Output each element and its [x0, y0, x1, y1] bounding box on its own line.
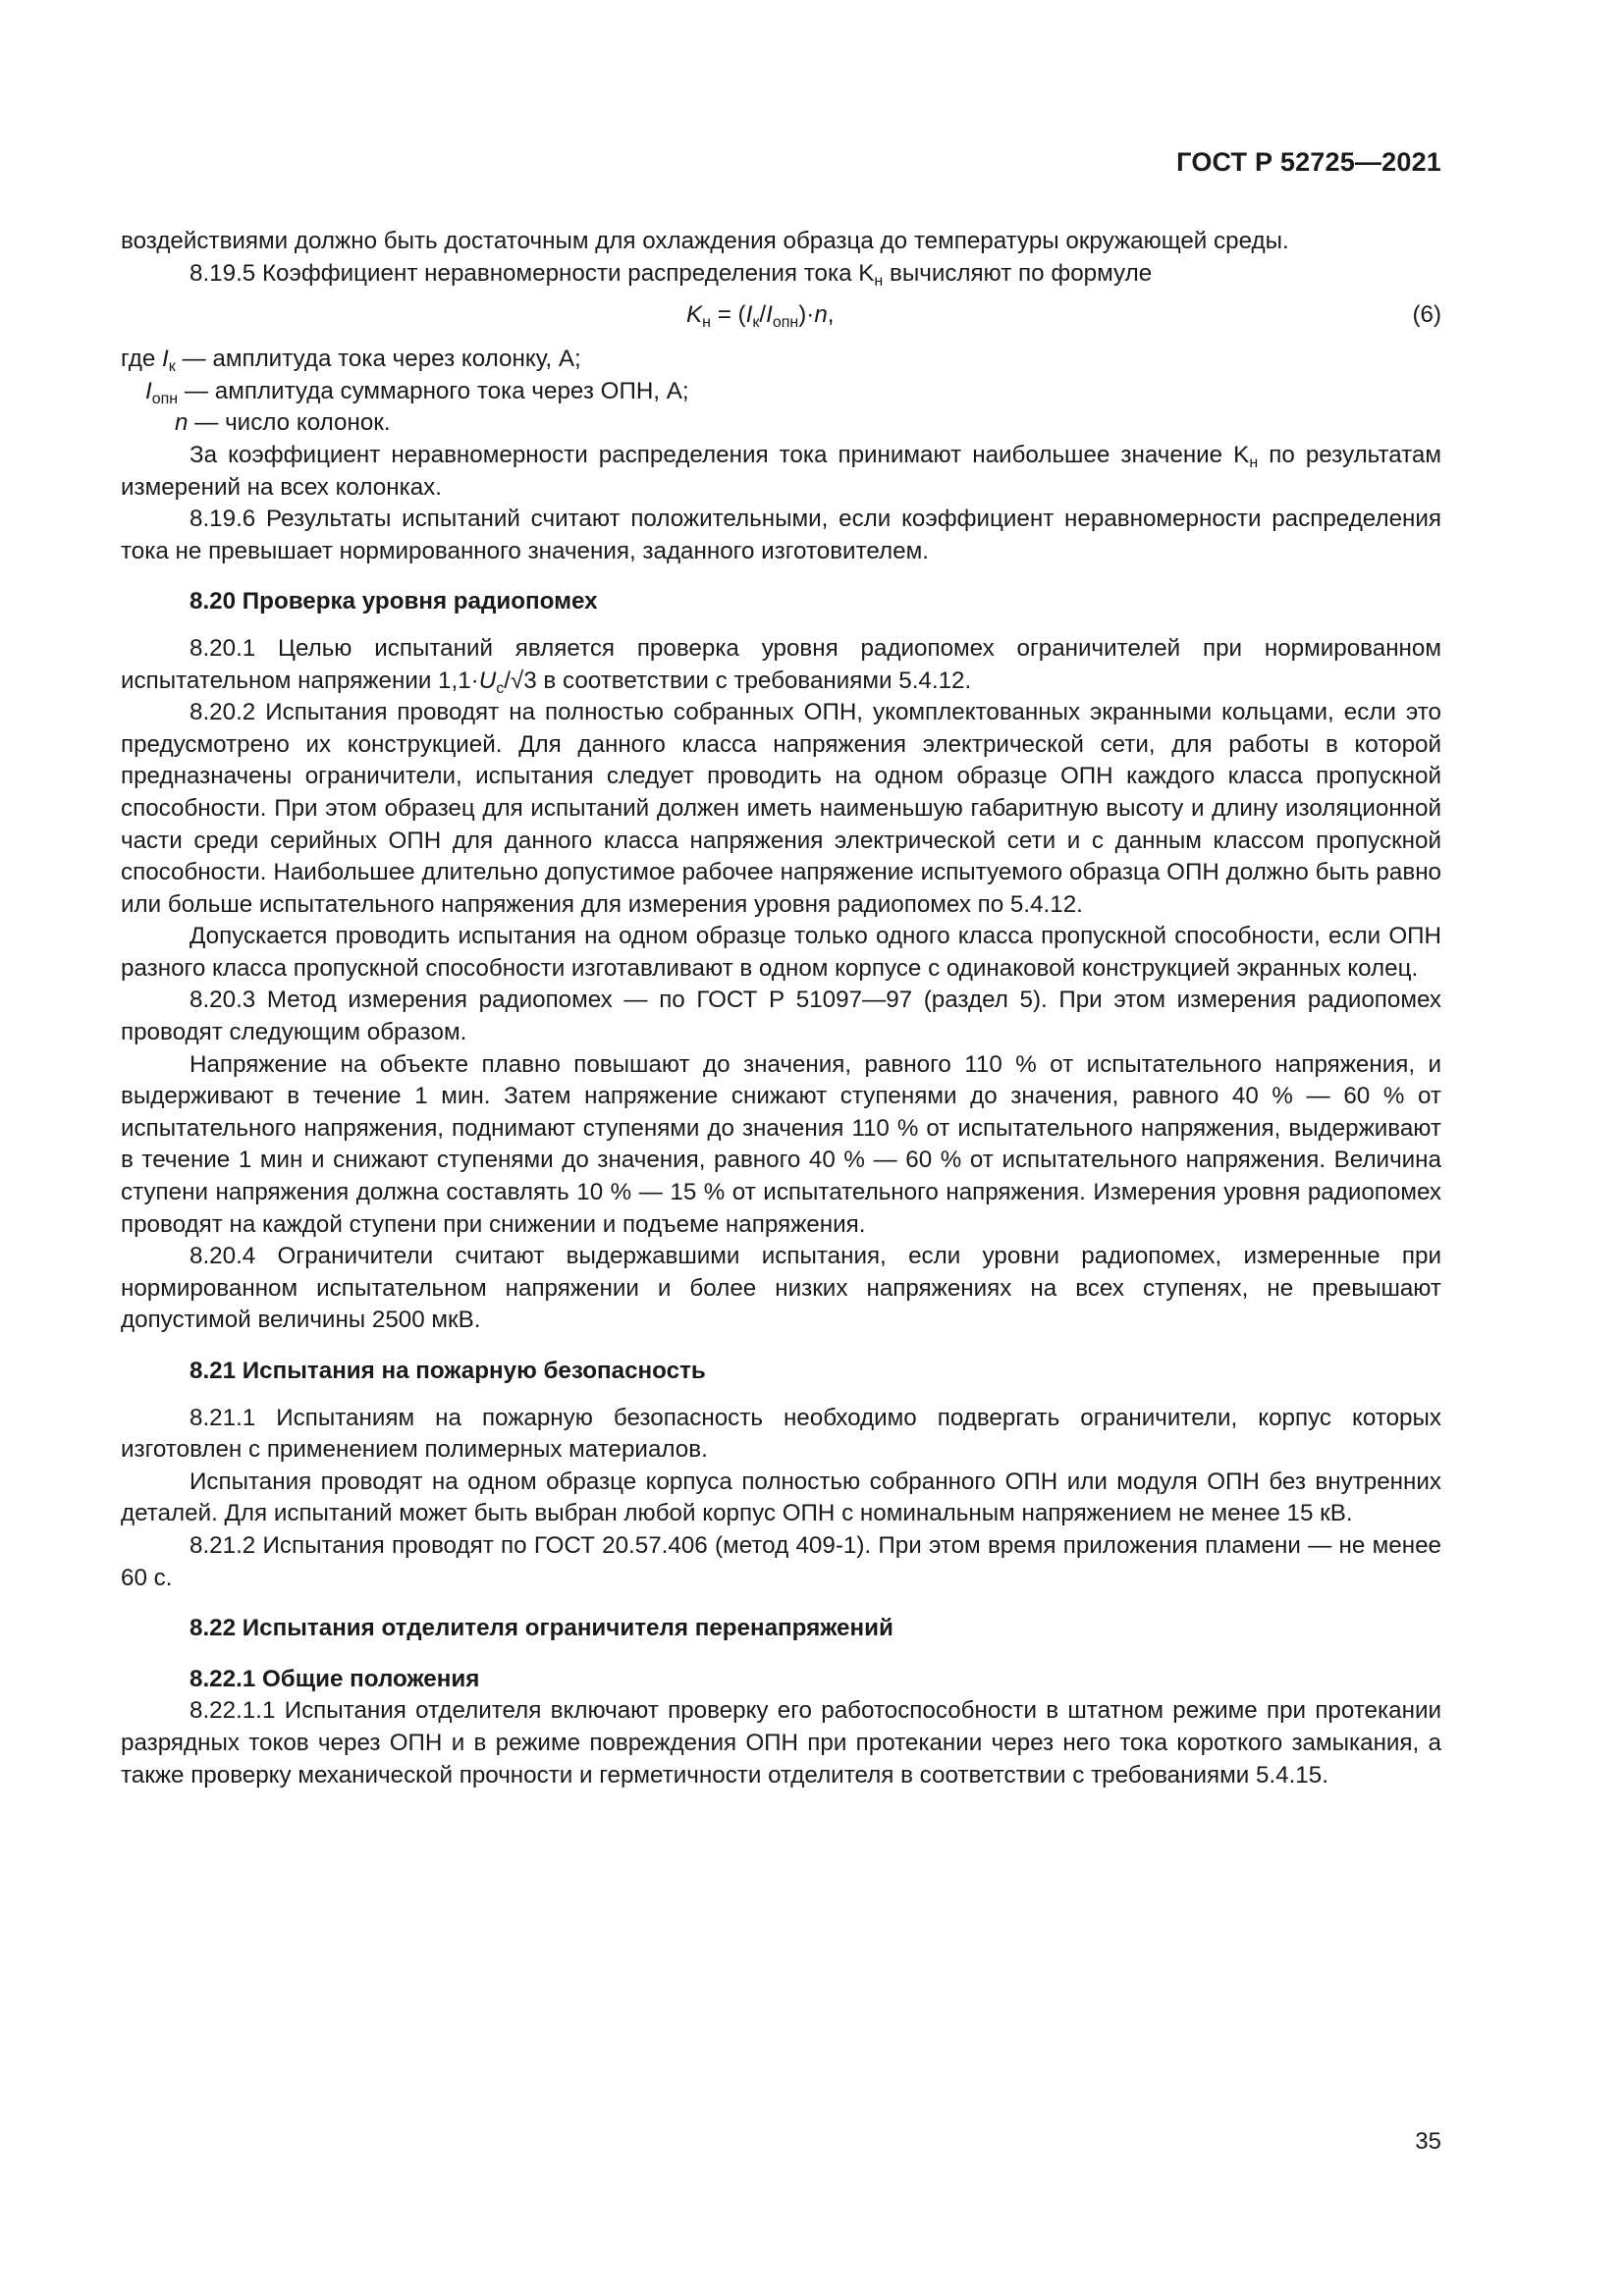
legend-row-ik: где $I_к$ — амплитуда тока через колонку, А; — [121, 346, 581, 376]
heading-8-20: 8.20 Проверка уровня радиопомех — [189, 588, 598, 615]
paragraph-8-20-2: 8.20.2 Испытания проводят на полностью собранных ОПН, укомплектованных экранными кольцами, если это предусмотрено их конструкцией. Для данного класса напряжения электрической сети, для работы в которой предназначены ограничители, испытания следует проводить на одном образце ОПН каждого класса пропускной способности. При этом образец для испытаний должен иметь наименьшую габаритную высоту и длину изоляционной части среди серийных ОПН для данного класса напряжения электрической сети и с данным классом пропускной способности. Наибольшее длительно допустимое рабочее напряжение испытуемого образца ОПН должно быть равно или больше испытательного напряжения для измерения уровня радиопомех по 5.4.12. — [121, 699, 1441, 918]
formula-number: (6) — [1412, 301, 1441, 329]
paragraph-coefficient: За коэффициент неравномерности распределения тока принимают наибольшее значение $K_н$ по результатам измерений на всех колонках. — [121, 441, 1442, 501]
document-body — [121, 226, 1441, 1791]
formula-legend — [121, 344, 1441, 440]
legend-row-iopn: $I_{опн}$ — амплитуда суммарного тока через ОПН, А; — [145, 377, 689, 407]
page-number: 35 — [1415, 2128, 1441, 2155]
paragraph-allowance: Допускается проводить испытания на одном образце только одного класса пропускной способности, если ОПН разного класса пропускной способности изготавливают в одном корпусе с одинаковой конструкцией экранных колец. — [121, 923, 1441, 982]
formula-expression: $K_н = (I_к/I_{опн})\cdot n$, — [686, 301, 835, 332]
paragraph-8-19-6: 8.19.6 Результаты испытаний считают положительными, если коэффициент неравномерности распределения тока не превышает нормированного значения, заданного изготовителем. — [121, 506, 1441, 564]
paragraph-8-20-1: 8.20.1 Целью испытаний является проверка уровня радиопомех ограничителей при нормированном испытательном напряжении $1,1\cdot U_c/√3$ в соответствии с требованиями 5.4.12. — [121, 634, 1441, 697]
paragraph-8-21-2: 8.21.2 Испытания проводят по ГОСТ 20.57.406 (метод 409-1). При этом время приложения пламени — не менее 60 с. — [121, 1531, 1441, 1591]
paragraph-8-21-sample: Испытания проводят на одном образце корпуса полностью собранного ОПН или модуля ОПН без внутренних деталей. Для испытаний может быть выбран любой корпус ОПН с номинальным напряжением не менее 15 кВ. — [121, 1468, 1441, 1527]
paragraph-8-22-1-1: 8.22.1.1 Испытания отделителя включают проверку его работоспособности в штатном режиме при протекании разрядных токов через ОПН и в режиме повреждения ОПН при протекании через него тока короткого замыкания, а также проверку механической прочности и герметичности отделителя в соответствии с требованиями 5.4.15. — [121, 1697, 1441, 1789]
paragraph-voltage-steps: Напряжение на объекте плавно повышают до значения, равного 110 % от испытательного напряжения, и выдерживают в течение 1 мин. Затем напряжение снижают ступенями до значения, равного 40 % — 60 % от испытательного напряжения, поднимают ступенями до значения 110 % от испытательного напряжения, выдерживают в течение 1 мин и снижают ступенями до значения, равного 40 % — 60 % от испытательного напряжения. Величина ступени напряжения должна составлять 10 % — 15 % от испытательного напряжения. Измерения уровня радиопомех проводят на каждой ступени при снижении и подъеме напряжения. — [121, 1050, 1441, 1238]
heading-8-21: 8.21 Испытания на пожарную безопасность — [189, 1358, 706, 1384]
paragraph-8-20-3: 8.20.3 Метод измерения радиопомех — по ГОСТ Р 51097—97 (раздел 5). При этом измерения радиопомех проводят следующим образом. — [121, 987, 1441, 1046]
paragraph-continuation: воздействиями должно быть достаточным для охлаждения образца до температуры окружающей среды. — [121, 228, 1289, 254]
paragraph-8-19-5: 8.19.5 Коэффициент неравномерности распределения тока $K_н$ вычисляют по формуле — [189, 259, 1153, 290]
standard-header: ГОСТ Р 52725—2021 — [1176, 147, 1441, 177]
formula-6 — [121, 294, 1441, 339]
paragraph-8-20-4: 8.20.4 Ограничители считают выдержавшими испытания, если уровни радиопомех, измеренные при нормированном испытательном напряжении и более низких напряжениях на всех ступенях, не превышают допустимой величины 2500 мкВ. — [121, 1243, 1441, 1334]
heading-8-22: 8.22 Испытания отделителя ограничителя перенапряжений — [189, 1615, 893, 1642]
paragraph-8-21-1: 8.21.1 Испытаниям на пожарную безопасность необходимо подвергать ограничители, корпус которых изготовлен с применением полимерных материалов. — [121, 1404, 1441, 1464]
document-page — [121, 0, 1441, 2296]
heading-8-22-1: 8.22.1 Общие положения — [189, 1665, 480, 1692]
legend-row-n: n — число колонок. — [175, 409, 391, 437]
